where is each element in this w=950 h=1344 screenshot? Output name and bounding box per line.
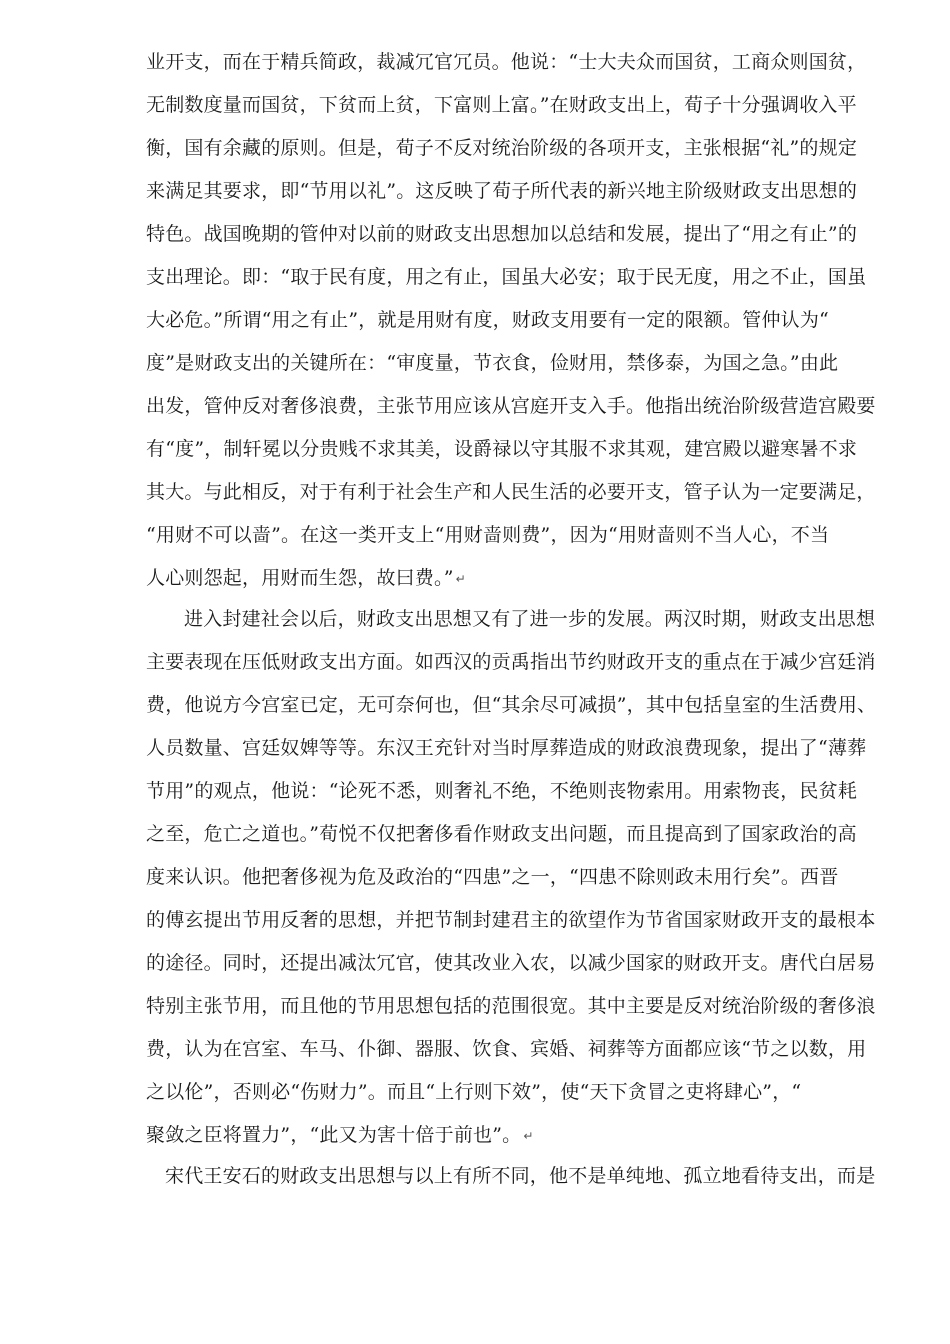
text-line-10: 有“度”，制轩冕以分贵贱不求其美，设爵禄以守其服不求其观，建宫殿以避寒暑不求 bbox=[146, 438, 858, 460]
text-line-23: 特别主张节用，而且他的节用思想包括的范围很宽。其中主要是反对统治阶级的奢侈浪 bbox=[146, 995, 876, 1017]
text-line-19: 之至，危亡之道也。”荀悦不仅把奢侈看作财政支出问题，而且提高到了国家政治的高 bbox=[146, 823, 857, 845]
text-line-26 bbox=[146, 1120, 534, 1150]
text-line-1: 业开支，而在于精兵简政，裁减冗官冗员。他说：“士大夫众而国贫，工商众则国贫， bbox=[146, 51, 867, 73]
text-line-5: 特色。战国晚期的管仲对以前的财政支出思想加以总结和发展，提出了“用之有止”的 bbox=[146, 223, 858, 245]
paragraph-mark-icon: ↵ bbox=[523, 1129, 534, 1143]
text-line-12: “用财不可以啬”。在这一类开支上“用财啬则费”，因为“用财啬则不当人心，不当 bbox=[146, 524, 830, 546]
text-line-17: 人员数量、宫廷奴婢等等。东汉王充针对当时厚葬造成的财政浪费现象，提出了“薄葬 bbox=[146, 737, 867, 759]
text-line-18: 节用”的观点，他说：“论死不悉，则奢礼不绝，不绝则丧物索用。用索物丧，民贫耗 bbox=[146, 780, 858, 802]
text-line-6: 支出理论。即：“取于民有度，用之有止，国虽大必安；取于民无度，用之不止，国虽 bbox=[146, 266, 867, 288]
text-line-26-content: 聚敛之臣将置力”，“此又为害十倍于前也”。 bbox=[146, 1124, 522, 1146]
text-line-25: 之以伦”，否则必“伤财力”。而且“上行则下效”，使“天下贪冒之吏将肆心”，“ bbox=[146, 1081, 802, 1103]
text-line-20: 度来认识。他把奢侈视为危及政治的“四患”之一，“四患不除则政未用行矣”。西晋 bbox=[146, 866, 839, 888]
text-line-8: 度”是财政支出的关键所在：“审度量，节衣食，俭财用，禁侈泰，为国之急。”由此 bbox=[146, 352, 839, 374]
text-line-3: 衡，国有余藏的原则。但是，荀子不反对统治阶级的各项开支，主张根据“礼”的规定 bbox=[146, 137, 858, 159]
text-line-27: 宋代王安石的财政支出思想与以上有所不同，他不是单纯地、孤立地看待支出，而是 bbox=[165, 1165, 876, 1187]
text-line-16: 费，他说方今宫室已定，无可奈何也，但“其余尽可减损”，其中包括皇室的生活费用、 bbox=[146, 694, 877, 716]
text-line-9: 出发，管仲反对奢侈浪费，主张节用应该从宫庭开支入手。他指出统治阶级营造宫殿要 bbox=[146, 395, 876, 417]
text-line-4: 来满足其要求，即“节用以礼”。这反映了荀子所代表的新兴地主阶级财政支出思想的 bbox=[146, 180, 858, 202]
text-line-15: 主要表现在压低财政支出方面。如西汉的贡禹指出节约财政开支的重点在于减少宫廷消 bbox=[146, 651, 876, 673]
text-line-11: 其大。与此相反，对于有利于社会生产和人民生活的必要开支，管子认为一定要满足， bbox=[146, 481, 876, 503]
text-line-22: 的途径。同时，还提出减汰冗官，使其改业入农，以减少国家的财政开支。唐代白居易 bbox=[146, 952, 876, 974]
text-line-14: 进入封建社会以后，财政支出思想又有了进一步的发展。两汉时期，财政支出思想 bbox=[184, 608, 876, 630]
text-line-2: 无制数度量而国贫，下贫而上贫，下富则上富。”在财政支出上，荀子十分强调收入平 bbox=[146, 94, 857, 116]
text-line-21: 的傅玄提出节用反奢的思想，并把节制封建君主的欲望作为节省国家财政开支的最根本 bbox=[146, 909, 876, 931]
text-line-13 bbox=[146, 563, 466, 593]
text-line-13-content: 人心则怨起，用财而生怨，故曰费。” bbox=[146, 567, 454, 589]
text-line-7: 大必危。”所谓“用之有止”，就是用财有度，财政支用要有一定的限额。管仲认为“ bbox=[146, 309, 829, 331]
paragraph-mark-icon: ↵ bbox=[455, 572, 466, 586]
text-line-24: 费，认为在宫室、车马、仆御、器服、饮食、宾婚、祠葬等方面都应该“节之以数，用 bbox=[146, 1038, 867, 1060]
